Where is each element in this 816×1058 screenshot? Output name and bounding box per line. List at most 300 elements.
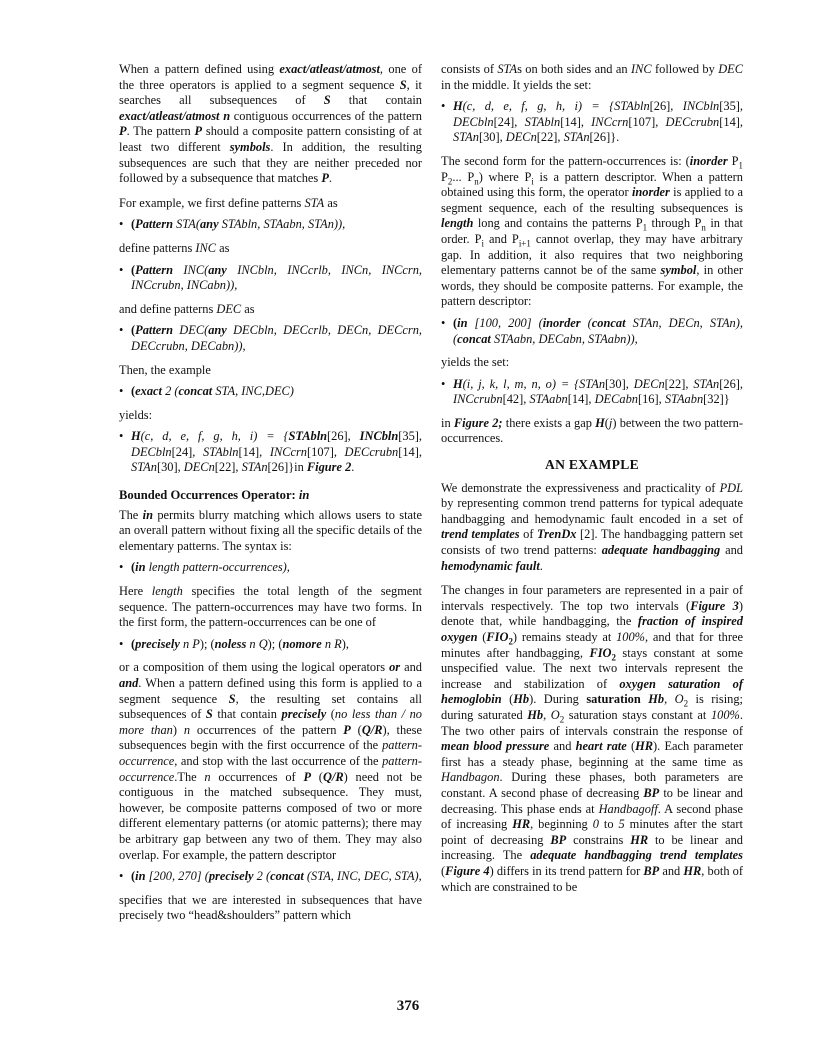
text-run: STA xyxy=(304,195,325,210)
code-bullet xyxy=(119,869,422,885)
text-run: [35], xyxy=(398,429,422,444)
text-run: [30], xyxy=(478,130,506,145)
text-run: Pattern xyxy=(135,262,174,277)
text-run: precisely xyxy=(208,869,254,884)
text-run: symbol xyxy=(660,263,697,278)
text-run: , both of which are constrained to be xyxy=(441,863,743,894)
text-run: STAbln xyxy=(288,429,328,444)
text-run: DECn xyxy=(505,130,537,145)
text-run: n Q xyxy=(246,636,268,651)
text-run: Figure 4 xyxy=(445,863,490,878)
text-run: STAn, DECn, STAn), ( xyxy=(453,315,743,346)
paragraph xyxy=(441,481,743,575)
text-run: STAbln xyxy=(614,99,650,114)
text-run: [200, 270] ( xyxy=(145,869,209,884)
text-run: ), these subsequences begin with the first occurrence of the xyxy=(119,722,422,753)
text-run: is a pattern descriptor. When a pattern obtained using this form, the operator xyxy=(441,169,743,200)
text-run: STAn xyxy=(693,376,720,391)
text-run: n xyxy=(701,222,706,233)
paragraph xyxy=(441,62,743,93)
text-run: ) where P xyxy=(478,169,532,184)
text-run: [14], xyxy=(567,392,595,407)
code-bullet xyxy=(119,323,422,354)
text-run: no less than / no more than xyxy=(119,707,422,737)
text-run: length xyxy=(441,216,474,231)
text-run: (STA, INC, DEC, STA), xyxy=(303,869,422,884)
text-run: TrenDx xyxy=(537,527,577,542)
text-run: BP xyxy=(643,863,660,878)
result-bullet xyxy=(441,99,743,146)
text-run: H xyxy=(453,99,463,114)
right-column xyxy=(441,62,743,904)
text-run: HR xyxy=(683,863,702,878)
text-run: to xyxy=(598,817,619,832)
text-run: ); ( xyxy=(267,636,283,651)
text-run: [30], xyxy=(605,376,634,391)
text-run: H xyxy=(131,429,141,444)
text-run: P xyxy=(194,124,203,139)
text-run: ( xyxy=(453,315,458,330)
text-run: STA xyxy=(497,62,518,76)
text-run: Handbagon xyxy=(441,770,500,785)
text-run: (i, j, k, l, m, n, o) = { xyxy=(462,376,580,391)
text-run: concat xyxy=(270,869,304,884)
text-run: cannot overlap, they may have arbitrary gap. In addition, it also requires that two neighboring elementary patterns cannot be of the same xyxy=(441,231,743,278)
text-run: STAn xyxy=(241,460,268,475)
text-run: AN EXAMPLE xyxy=(544,457,639,473)
text-run: STAbln xyxy=(524,114,561,129)
text-run: The changes in four parameters are represented in a pair of intervals respectively. The top two intervals ( xyxy=(441,583,743,613)
text-run: When a pattern defined using xyxy=(119,62,280,76)
text-run: and xyxy=(659,863,684,878)
code-bullet xyxy=(441,316,743,347)
text-run: minutes after the start point of decreasing xyxy=(441,817,743,847)
text-run: occurrences of the pattern xyxy=(190,722,344,737)
text-run: [30], xyxy=(156,460,184,475)
text-run: is applied to a segment sequence, each of the resulting subsequences is xyxy=(441,185,744,215)
text-run: stays constant at some unspecified value. The next two intervals represent the increase and stabilization of xyxy=(441,645,744,691)
text-run: concat xyxy=(591,315,626,330)
paragraph xyxy=(119,660,422,863)
text-run: DEC xyxy=(718,62,743,76)
text-run: HR xyxy=(630,832,649,847)
text-run: INCbln xyxy=(682,99,720,114)
text-run: 2 xyxy=(611,652,616,663)
text-run: adequate handbagging xyxy=(601,543,721,558)
text-run: , one of the three operators is applied to a segment sequence xyxy=(119,62,422,92)
text-run: Here xyxy=(119,584,152,599)
text-run: through P xyxy=(647,216,702,231)
text-run: STAbln xyxy=(202,444,239,459)
text-run: FIO xyxy=(486,630,509,644)
result-bullet xyxy=(441,377,743,408)
text-run: is rising; during saturated xyxy=(441,692,743,722)
text-run: ) between the two pattern-occurrences. xyxy=(441,415,743,446)
code-bullet xyxy=(119,560,422,576)
text-run: DECcrubn xyxy=(665,114,720,129)
text-run: precisely xyxy=(281,707,327,722)
text-run: Hb xyxy=(527,707,544,722)
text-run: constrains xyxy=(566,832,631,847)
text-run: as xyxy=(241,301,255,316)
text-run: saturation xyxy=(586,692,641,707)
text-run: HR xyxy=(635,739,653,754)
text-run: inorder xyxy=(689,153,728,168)
text-run: DECn xyxy=(183,460,215,475)
text-run: concat xyxy=(457,331,491,346)
text-run: should a composite pattern consisting of at least two different xyxy=(119,124,422,154)
text-run: ) need not be contiguous in the matched subsequence. They must, however, be composite patterns composed of two or more different elementary patterns (or atomic patterns); there may be arbitrary gap between any two of them. They may also overlap. For example, the pattern descriptor xyxy=(119,769,422,862)
text-run: 0 xyxy=(592,817,599,832)
text-run: ( xyxy=(131,384,136,399)
text-run: INC( xyxy=(173,262,209,277)
text-run: P xyxy=(441,169,448,184)
text-run: S xyxy=(399,77,407,92)
text-run: P xyxy=(303,769,312,784)
text-run: Figure 3 xyxy=(690,598,739,613)
text-run: adequate handbagging trend templates xyxy=(530,848,743,863)
text-run: j xyxy=(608,415,613,430)
text-run: DECbln, DECcrlb, DECn, DECcrn, DECcrubn, DECabn)), xyxy=(131,323,422,353)
paragraph xyxy=(119,302,422,318)
text-run: INC xyxy=(630,62,652,76)
page-number: 376 xyxy=(396,998,420,1014)
text-run: pattern-occurrence xyxy=(119,738,422,768)
text-run: [26]}. xyxy=(589,130,620,145)
text-run: in xyxy=(135,869,146,884)
text-run: and xyxy=(400,660,422,675)
text-run: P xyxy=(727,153,739,168)
text-run: ) xyxy=(172,722,184,737)
text-run: 1 xyxy=(738,160,743,171)
text-run: consists of xyxy=(441,62,498,76)
text-run: ), xyxy=(341,636,349,651)
text-run: ( xyxy=(131,217,136,232)
text-run: PDL xyxy=(719,480,743,495)
text-run: Q/R xyxy=(322,769,344,784)
text-run: specifies the total length of the segment sequence. The pattern-occurrences may have two forms. In the first form, the pattern-occurrences can be one of xyxy=(119,584,423,630)
text-run: 5 xyxy=(618,817,625,832)
text-run: any xyxy=(199,217,219,232)
text-run: For example, we first define patterns xyxy=(119,195,305,210)
text-run: (c, d, e, f, g, h, i) = { xyxy=(462,99,615,114)
paragraph xyxy=(441,154,743,310)
text-run: S xyxy=(228,691,236,706)
result-bullet xyxy=(119,429,422,476)
text-run: [100, 200] ( xyxy=(467,315,543,330)
text-run: and P xyxy=(483,231,519,246)
text-run: ( xyxy=(326,707,335,722)
text-run: STAn xyxy=(453,130,479,145)
paragraph xyxy=(119,584,422,631)
paragraph xyxy=(119,893,422,924)
text-run: . xyxy=(328,171,333,186)
text-run: [107], xyxy=(628,114,666,129)
text-run: 100% xyxy=(616,630,645,644)
text-run: n xyxy=(474,176,479,187)
text-run: [2]. The handbagging pattern set consists of two trend patterns: xyxy=(441,527,743,558)
text-run: , it searches all subsequences of xyxy=(119,77,422,108)
text-run: in the middle. It yields the set: xyxy=(441,77,592,92)
text-run: permits blurry matching which allows users to state an overall pattern without fixing all the specific details of the elementary patterns. The syntax is: xyxy=(119,507,422,553)
text-run: STAabn xyxy=(529,392,568,407)
code-bullet xyxy=(119,637,422,653)
text-run: DECbln xyxy=(131,444,172,459)
text-run: or xyxy=(389,660,401,675)
text-run: in xyxy=(441,415,454,430)
text-run: [26], xyxy=(327,429,360,444)
text-run: in xyxy=(142,507,153,522)
text-run: 2 xyxy=(559,714,565,725)
text-run: Pattern xyxy=(135,323,174,338)
text-run: STAabn xyxy=(664,392,704,407)
code-bullet xyxy=(119,384,422,400)
text-run: length xyxy=(151,584,183,599)
text-run: ( xyxy=(626,739,636,754)
text-run: STA( xyxy=(173,217,200,232)
text-run: ) remains steady at xyxy=(512,630,617,644)
text-run: noless xyxy=(214,636,247,651)
text-run: specifies that we are interested in subsequences that have precisely two “head&shoulders” pattern which xyxy=(119,892,422,923)
text-run: ( xyxy=(131,869,136,884)
text-run: trend templates xyxy=(441,527,520,542)
text-run: concat xyxy=(178,384,213,399)
text-run: i xyxy=(481,238,484,249)
text-run: O xyxy=(550,707,560,722)
text-run: [22], xyxy=(214,460,242,475)
text-run: 2 ( xyxy=(161,384,179,399)
text-run: hemodynamic fault xyxy=(441,558,540,573)
text-run: [35], xyxy=(719,99,743,114)
paragraph xyxy=(119,508,422,555)
text-run: to be linear and decreasing. This phase ends at xyxy=(441,785,743,816)
text-run: [22], xyxy=(536,130,564,145)
text-run: INCcrn xyxy=(591,114,629,129)
text-run: Figure 2; xyxy=(453,415,503,430)
text-run: pattern-occurrence xyxy=(119,753,422,784)
text-run: HR xyxy=(512,817,531,832)
text-run: occurrences of xyxy=(210,769,304,784)
text-run: exact xyxy=(135,384,162,399)
text-run: precisely xyxy=(135,636,180,651)
text-run: n P xyxy=(179,636,200,651)
text-run: , xyxy=(664,692,675,707)
text-run: , and stop with the last occurrence of the xyxy=(174,753,383,768)
text-run: length pattern-occurrences), xyxy=(145,560,290,575)
text-run: 2 xyxy=(508,636,513,647)
text-run: . During these phases, both parameters are constant. A second phase of decreasing xyxy=(441,770,743,800)
text-run: ( xyxy=(131,262,136,277)
text-run: [24], xyxy=(171,444,203,459)
text-run: ( xyxy=(604,415,609,430)
text-run: STAn xyxy=(131,460,157,475)
text-run: [42], xyxy=(502,392,530,407)
text-run: H xyxy=(595,415,605,430)
text-run: nomore xyxy=(282,636,322,651)
text-run: BP xyxy=(643,785,660,800)
text-run: as xyxy=(216,240,230,255)
text-run: [26], xyxy=(719,376,743,391)
text-run: The second form for the pattern-occurrences is: ( xyxy=(441,153,690,168)
code-bullet xyxy=(119,217,422,233)
text-run: as xyxy=(324,195,338,210)
text-run: and xyxy=(720,543,743,558)
text-run: in xyxy=(457,315,468,330)
text-run: there exists a gap xyxy=(502,415,596,430)
text-run: STAn xyxy=(563,130,590,145)
paragraph xyxy=(119,196,422,212)
text-run: INCbln xyxy=(359,429,399,444)
paragraph xyxy=(441,355,743,371)
text-run: in xyxy=(135,560,146,575)
text-run: n xyxy=(204,769,211,784)
text-run: in that order. P xyxy=(441,216,743,246)
text-run: fraction of inspired oxygen xyxy=(441,614,743,644)
text-run: of xyxy=(519,527,537,542)
text-run: ( xyxy=(311,769,323,784)
text-run: ) differs in its trend pattern for xyxy=(489,863,644,878)
text-run: ( xyxy=(131,560,136,575)
code-bullet xyxy=(119,263,422,294)
text-run: . In addition, the resulting subsequences are such that they are neither preceded nor followed by a subsequence that matches xyxy=(119,139,422,186)
text-run: Q/R xyxy=(361,722,383,737)
text-run: oxygen saturation of hemoglobin xyxy=(441,676,743,707)
text-run: [26]}in xyxy=(267,460,307,475)
paragraph xyxy=(119,62,422,187)
text-run: (c, d, e, f, g, h, i) = { xyxy=(140,429,289,444)
text-run: FIO xyxy=(589,645,612,660)
text-run: ) denote that, while handbagging, the xyxy=(441,598,743,629)
text-run: ( xyxy=(441,863,446,878)
text-run: [22], xyxy=(664,376,694,391)
text-run: exact/atleast/atmost xyxy=(279,62,380,76)
text-run: [24], xyxy=(493,114,525,129)
text-run: We demonstrate the expressiveness and practicality of xyxy=(441,480,720,495)
text-run: INCcrn xyxy=(269,444,308,459)
text-run: [107], xyxy=(307,444,345,459)
text-run: s on both sides and an xyxy=(517,62,631,76)
text-run: , in other words, they should be composite patterns. For example, the pattern descriptor: xyxy=(441,263,744,309)
text-run: . xyxy=(351,460,355,475)
paragraph xyxy=(119,408,422,424)
text-run: symbols xyxy=(229,139,271,154)
text-run: ( xyxy=(131,636,136,651)
text-run: [14], xyxy=(719,114,743,129)
text-run: and define patterns xyxy=(119,301,217,316)
text-run: . The pattern xyxy=(126,124,195,139)
text-run: ). During xyxy=(529,692,587,707)
paragraph xyxy=(119,241,422,257)
text-run: long and contains the patterns P xyxy=(473,216,643,231)
text-run: and xyxy=(549,739,576,754)
text-run: [16], xyxy=(637,392,665,407)
text-run: STAabn, DECabn, STAabn)), xyxy=(490,331,638,346)
text-run: [14], xyxy=(238,444,270,459)
text-run: The xyxy=(119,507,143,522)
text-run: INCbln, INCcrlb, INCn, INCcrn, INCcrubn, INCabn)), xyxy=(131,262,422,293)
paragraph xyxy=(441,416,743,447)
text-run: n xyxy=(183,722,191,737)
text-run: S xyxy=(323,93,331,108)
text-run: 1 xyxy=(642,222,648,233)
text-run: BP xyxy=(550,832,567,847)
text-run: ( xyxy=(501,692,514,707)
subsection-heading xyxy=(119,488,422,504)
text-run: . A second phase of increasing xyxy=(441,801,743,832)
text-run: DECn xyxy=(633,376,665,391)
text-run: O xyxy=(674,692,684,707)
text-run: ( xyxy=(580,315,592,330)
text-run: P xyxy=(119,124,127,139)
text-run: inorder xyxy=(542,315,581,330)
text-run: that contain xyxy=(330,93,422,108)
text-run: 100% xyxy=(710,707,740,722)
text-run: and xyxy=(119,676,139,690)
text-run: [14], xyxy=(398,444,422,459)
text-run: [32]} xyxy=(703,392,730,407)
text-run: . The two other pairs of intervals constrain the response of xyxy=(441,707,743,738)
text-run: DECbln xyxy=(453,114,494,129)
text-run: INCcrubn xyxy=(453,392,503,407)
text-run: Then, the example xyxy=(119,362,211,377)
text-run: , the resulting set contains all subsequences of xyxy=(119,691,422,722)
text-run: heart rate xyxy=(575,739,627,754)
text-run: by representing common trend patterns for typical adequate handbagging and hemodynamic fault encoded in a set of xyxy=(441,496,743,526)
text-run: . When a pattern defined using this form is applied to a segment sequence xyxy=(119,676,422,706)
text-run: , beginning xyxy=(530,817,593,832)
text-run: ( xyxy=(350,722,362,737)
text-run: Bounded Occurrences Operator: xyxy=(119,488,299,503)
text-run: ( xyxy=(131,323,136,338)
text-run: DECcrubn xyxy=(344,444,399,459)
text-run: Figure 2 xyxy=(306,460,352,475)
text-run: ). Each parameter first has a steady phase, beginning at the same time as xyxy=(441,739,743,769)
text-run: Pattern xyxy=(135,217,174,232)
text-run: that contain xyxy=(212,707,282,722)
text-run: H xyxy=(453,376,463,391)
text-run: P xyxy=(321,171,329,186)
text-run: . xyxy=(539,558,543,573)
text-run: any xyxy=(208,262,227,277)
text-run: ... P xyxy=(452,169,475,184)
text-run: yields: xyxy=(119,407,153,422)
text-run: exact/atleast/atmost n xyxy=(119,108,231,123)
text-run: DEC( xyxy=(173,323,209,338)
text-run: STAbln, STAabn, STAn)), xyxy=(218,217,346,232)
text-run: P xyxy=(343,722,351,737)
text-run: STAn xyxy=(579,376,606,391)
text-run: inorder xyxy=(631,185,670,200)
text-run: yields the set: xyxy=(441,355,510,370)
text-run: , and that for three minutes after handbagging, xyxy=(441,630,743,660)
text-run: , xyxy=(543,707,551,722)
text-run: saturation stays constant at xyxy=(564,707,711,722)
text-run: in xyxy=(298,488,310,503)
text-run: or a composition of them using the logical operators xyxy=(119,660,390,675)
text-run: followed by xyxy=(651,62,719,76)
text-run: Hb xyxy=(648,692,665,707)
paragraph xyxy=(119,363,422,379)
text-run: ); ( xyxy=(199,636,215,651)
text-run: define patterns xyxy=(119,240,196,255)
text-run: STA, INC,DEC) xyxy=(212,384,294,399)
text-run: i+1 xyxy=(518,238,531,249)
text-run: n R xyxy=(321,636,342,651)
text-run: DEC xyxy=(216,301,242,316)
text-run: Handbagoff xyxy=(598,801,658,816)
section-heading xyxy=(441,457,743,473)
text-run: DECabn xyxy=(594,392,638,407)
